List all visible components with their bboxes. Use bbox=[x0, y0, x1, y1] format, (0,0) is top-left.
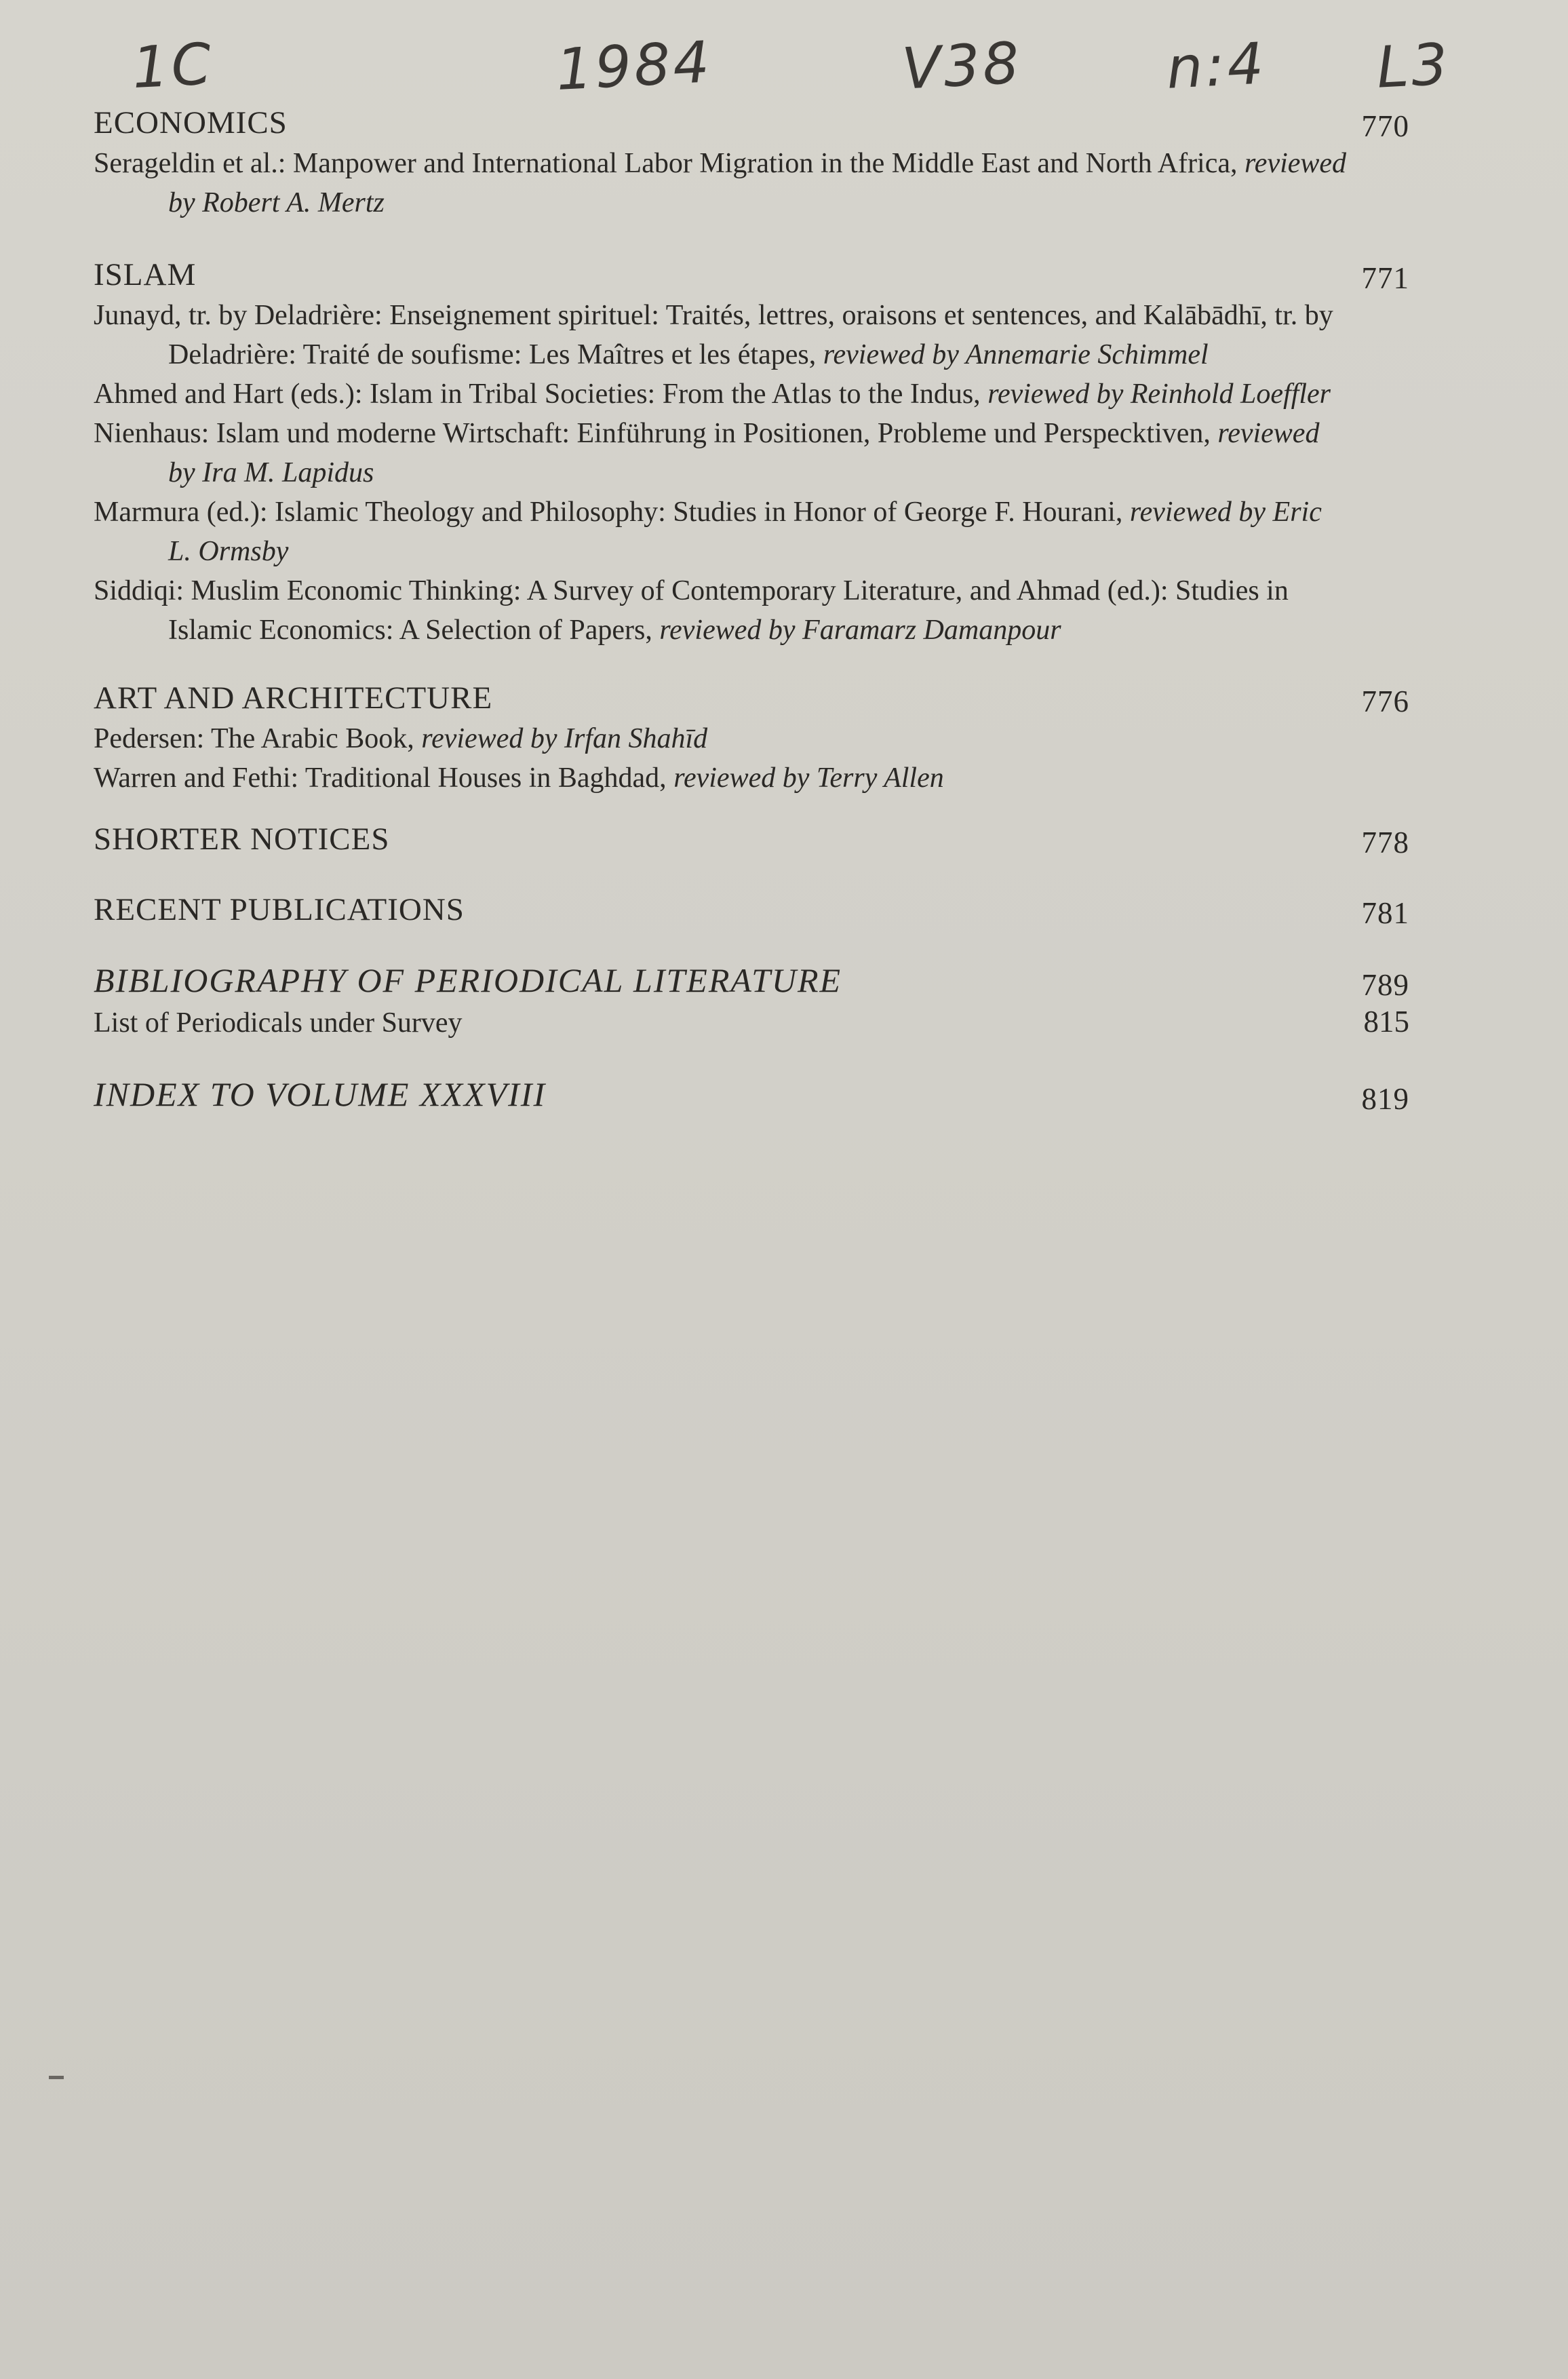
entry-text: Ahmed and Hart (eds.): Islam in Tribal Societies: From the Atlas to the Indus, bbox=[94, 379, 988, 410]
section-heading bbox=[94, 818, 1409, 860]
section-page-number: 776 bbox=[1361, 684, 1409, 718]
section-page-number: 778 bbox=[1361, 826, 1409, 859]
hand-note-3: V38 bbox=[900, 29, 1023, 102]
entry-reviewer: reviewed by Annemarie Schimmel bbox=[823, 339, 1209, 370]
stray-mark bbox=[49, 2076, 64, 2079]
entry-text: Nienhaus: Islam und moderne Wirtschaft: Einführung in Positionen, Probleme und Perspecktiven, bbox=[94, 418, 1218, 449]
entry-reviewer: reviewed by Ira M. Lapidus bbox=[168, 418, 1320, 488]
toc-entry bbox=[94, 719, 1348, 758]
entry-text: Pedersen: The Arabic Book, bbox=[94, 723, 422, 754]
toc-entry bbox=[94, 296, 1348, 374]
entry-reviewer: reviewed by Eric L. Ormsby bbox=[168, 497, 1322, 567]
toc-subentry bbox=[94, 1003, 1409, 1043]
section-title: ART AND ARCHITECTURE bbox=[94, 680, 493, 716]
subentry-title: List of Periodicals under Survey bbox=[94, 1007, 463, 1039]
entry-reviewer: reviewed by Robert A. Mertz bbox=[168, 148, 1347, 218]
section-title: RECENT PUBLICATIONS bbox=[94, 892, 465, 927]
section-heading bbox=[94, 961, 1409, 1003]
entry-text: Warren and Fethi: Traditional Houses in Baghdad, bbox=[94, 762, 674, 794]
section-heading bbox=[94, 889, 1409, 931]
toc-entry bbox=[94, 144, 1348, 223]
section-page-number: 770 bbox=[1361, 109, 1409, 143]
section-islam bbox=[94, 254, 1409, 650]
section-recent-publications bbox=[94, 889, 1409, 931]
entry-text: Junayd, tr. by Deladrière: Enseignement spirituel: Traités, lettres, oraisons et sentences, and Kalābādhī, tr. by Deladrière: Traité de soufisme: Les Maîtres et les étapes, bbox=[94, 300, 1333, 370]
entry-reviewer: reviewed by Reinhold Loeffler bbox=[987, 379, 1331, 410]
section-shorter-notices bbox=[94, 818, 1409, 860]
section-economics bbox=[94, 102, 1409, 223]
hand-note-5: L3 bbox=[1375, 31, 1452, 101]
section-title: BIBLIOGRAPHY OF PERIODICAL LITERATURE bbox=[94, 961, 842, 999]
section-art-and-architecture bbox=[94, 677, 1409, 798]
entry-text: Serageldin et al.: Manpower and International Labor Migration in the Middle East and North Africa, bbox=[94, 148, 1245, 179]
toc-entry bbox=[94, 374, 1348, 414]
section-title: ISLAM bbox=[94, 257, 197, 292]
toc-entry bbox=[94, 571, 1348, 650]
table-of-contents bbox=[94, 102, 1409, 1117]
section-title: ECONOMICS bbox=[94, 105, 288, 140]
section-heading bbox=[94, 102, 1409, 144]
section-page-number: 819 bbox=[1361, 1082, 1409, 1116]
section-heading bbox=[94, 677, 1409, 719]
handwritten-annotation bbox=[0, 26, 1568, 103]
entry-reviewer: reviewed by Terry Allen bbox=[673, 762, 944, 794]
section-heading bbox=[94, 1075, 1409, 1117]
entry-reviewer: reviewed by Irfan Shahīd bbox=[421, 723, 708, 754]
toc-entry bbox=[94, 492, 1348, 571]
section-page-number: 789 bbox=[1361, 968, 1409, 1002]
section-title: SHORTER NOTICES bbox=[94, 821, 390, 857]
section-bibliography bbox=[94, 961, 1409, 1043]
entry-reviewer: reviewed by Faramarz Damanpour bbox=[659, 615, 1061, 646]
toc-entry bbox=[94, 414, 1348, 492]
toc-entry bbox=[94, 758, 1348, 798]
subentry-page-number: 815 bbox=[1363, 1005, 1409, 1039]
section-heading bbox=[94, 254, 1409, 296]
section-title: INDEX TO VOLUME XXXVIII bbox=[94, 1075, 547, 1113]
section-index bbox=[94, 1075, 1409, 1117]
hand-note-2: 1984 bbox=[554, 28, 714, 103]
hand-note-1: 1C bbox=[130, 30, 216, 102]
entry-text: Siddiqi: Muslim Economic Thinking: A Survey of Contemporary Literature, and Ahmad (ed.): Studies in Islamic Economics: A Selection of Papers, bbox=[94, 575, 1289, 646]
hand-note-4: n:4 bbox=[1164, 30, 1268, 102]
section-page-number: 781 bbox=[1361, 896, 1409, 930]
entry-text: Marmura (ed.): Islamic Theology and Philosophy: Studies in Honor of George F. Hourani, bbox=[94, 497, 1130, 528]
section-page-number: 771 bbox=[1361, 261, 1409, 295]
